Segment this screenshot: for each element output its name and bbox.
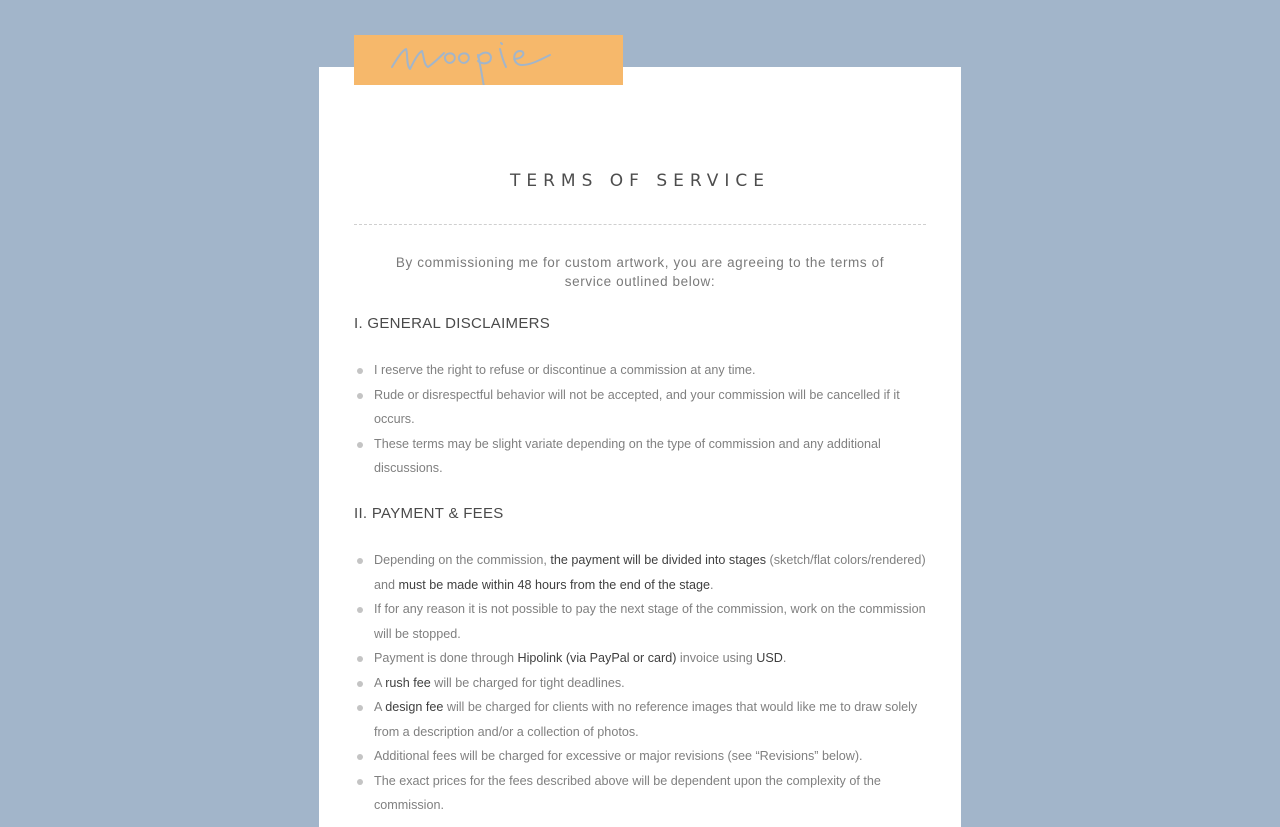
- bullet-icon: [357, 442, 363, 448]
- page-title: TERMS OF SERVICE: [509, 171, 771, 191]
- general-disclaimers-list: [354, 358, 926, 481]
- bullet-icon: [357, 779, 363, 785]
- emphasis-text: Hipolink (via PayPal or card): [517, 651, 677, 665]
- list-item-text: A: [374, 675, 386, 690]
- list-item: [354, 744, 926, 769]
- section-heading-general: I. GENERAL DISCLAIMERS: [354, 315, 551, 332]
- list-item-text: will be charged for tight deadlines.: [430, 675, 625, 690]
- emphasis-text: rush fee: [385, 675, 431, 690]
- list-item-text: The exact prices for the fees described above will be dependent upon the complexity of the commission.: [374, 773, 881, 812]
- emphasis-text: design fee: [385, 700, 444, 714]
- title-divider: [354, 224, 926, 225]
- list-item-text: will be charged for clients with no reference images that would like me to draw solely from a description and/or a collection of photos.: [374, 700, 918, 739]
- bullet-icon: [357, 558, 363, 564]
- list-item: [354, 383, 926, 432]
- list-item: [354, 695, 926, 744]
- intro-text: By commissioning me for custom artwork, you are agreeing to the terms of service outlined below:: [395, 255, 885, 289]
- list-item-text: Rude or disrespectful behavior will not be accepted, and your commission will be cancelled if it occurs.: [374, 387, 900, 426]
- list-item-text: .: [782, 651, 787, 665]
- list-item-text: Additional fees will be charged for excessive or major revisions (see “Revisions” below).: [374, 749, 863, 763]
- bullet-icon: [357, 705, 363, 711]
- bullet-icon: [357, 368, 363, 374]
- bullet-icon: [357, 607, 363, 613]
- list-item-text: invoice using: [676, 651, 757, 665]
- list-item-text: (sketch/flat colors/rendered) and: [374, 553, 926, 592]
- emphasis-text: must be made within 48 hours from the end of the stage: [398, 577, 711, 592]
- bullet-icon: [357, 681, 363, 687]
- list-item: [354, 358, 926, 383]
- bullet-icon: [357, 393, 363, 399]
- woopie-logo-icon: [354, 35, 623, 85]
- emphasis-text: USD: [756, 651, 783, 665]
- list-item-text: These terms may be slight variate depending on the type of commission and any additional discussions.: [374, 436, 881, 475]
- bullet-icon: [357, 754, 363, 760]
- payment-fees-list: [354, 548, 926, 818]
- list-item-text: Payment is done through: [374, 651, 518, 665]
- list-item-text: If for any reason it is not possible to pay the next stage of the commission, work on the commission will be stopped.: [374, 602, 926, 641]
- list-item: [354, 548, 926, 597]
- list-item-text: .: [710, 577, 714, 592]
- list-item: [354, 646, 926, 671]
- list-item: [354, 671, 926, 696]
- list-item: [354, 597, 926, 646]
- list-item-text: A: [374, 700, 386, 714]
- logo-banner[interactable]: [354, 35, 623, 85]
- document-page: [319, 67, 961, 827]
- section-heading-payment: II. PAYMENT & FEES: [354, 505, 504, 522]
- list-item-text: Depending on the commission,: [374, 553, 551, 567]
- bullet-icon: [357, 656, 363, 662]
- list-item: [354, 432, 926, 481]
- emphasis-text: the payment will be divided into stages: [550, 553, 767, 567]
- list-item-text: I reserve the right to refuse or discontinue a commission at any time.: [374, 363, 756, 377]
- list-item: [354, 769, 926, 818]
